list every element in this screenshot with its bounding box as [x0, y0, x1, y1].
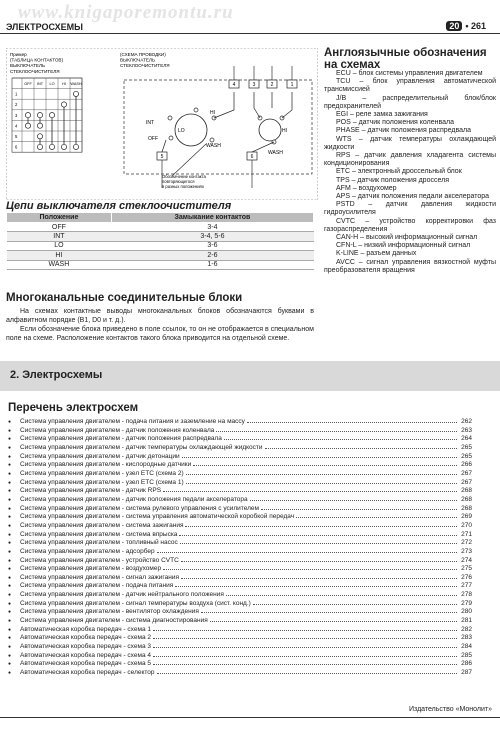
toc-item-title: Система управления двигателем - датчик нейтрального положения	[20, 591, 224, 599]
page-header	[0, 20, 500, 34]
toc-item-title: Система управления двигателем - датчик RPS	[20, 487, 162, 495]
toc-item-page: 279	[461, 599, 472, 607]
toc-item-title: Система управления двигателем - датчик температуры охлаждающей жидкости	[20, 443, 263, 451]
position-label: OFF	[148, 136, 158, 142]
toc-item-title: Система управления двигателем - датчик положения педали акселератора	[20, 495, 248, 503]
contacts-cell: 3-6	[111, 241, 313, 250]
toc-item-title: Система управления двигателем - кислородные датчики	[20, 461, 192, 469]
dot-leader	[153, 664, 457, 665]
switch-table	[6, 212, 314, 270]
abbrev-item: PSTD – датчик давления жидкости гидроусилителя	[324, 201, 496, 217]
terminal-label: 2	[270, 82, 274, 88]
table-row	[7, 251, 314, 260]
dot-leader	[186, 483, 457, 484]
toc-item-page: 283	[461, 634, 472, 642]
toc-item-page: 265	[461, 443, 472, 451]
dot-leader	[253, 604, 457, 605]
toc-item-title: Система управления двигателем - топливный насос	[20, 539, 178, 547]
pin-contact	[73, 144, 78, 149]
dot-leader	[224, 439, 457, 440]
list-item	[8, 669, 472, 678]
table-row	[7, 223, 314, 232]
toc-item-title: Система управления двигателем - система диагностирования	[20, 617, 208, 625]
pin-column-label: WASH	[70, 81, 82, 86]
switch-contact	[194, 108, 198, 112]
pin-column-label: HI	[62, 81, 66, 86]
abbrev-item: CAN-H – высокий информационный сигнал	[336, 234, 478, 242]
bullet-icon: ●	[8, 419, 12, 425]
footer-divider	[0, 717, 500, 718]
list-item	[8, 565, 472, 574]
abbrev-item: PHASE – датчик положения распредвала	[336, 127, 472, 135]
toc-item-title: Система управления двигателем - датчик детонации	[20, 452, 180, 460]
bullet-icon: ●	[8, 462, 12, 469]
contacts-cell: 3-4	[111, 223, 313, 232]
position-cell: INT	[7, 232, 112, 241]
toc-item-page: 272	[461, 539, 472, 547]
pin-contact	[37, 123, 42, 128]
list-item	[8, 427, 472, 436]
abbrev-item: RPS – датчик давления хладагента системы кондиционирования	[324, 152, 496, 168]
toc-item-page: 274	[461, 556, 472, 564]
dot-leader	[261, 509, 457, 510]
dot-leader	[182, 457, 457, 458]
toc-list	[8, 418, 472, 678]
abbrev-item: ETC – электронный дроссельный блок	[336, 168, 462, 176]
dot-leader	[157, 673, 457, 674]
toc-item-title: Система управления двигателем - система управления автоматической коробкой передач	[20, 513, 295, 521]
pin-table-label: Пример (ТАБЛИЦА КОНТАКТОВ) ВЫКЛЮЧАТЕЛЬ СТЕКЛООЧИСТИТЕЛЯ	[10, 52, 63, 74]
list-item	[8, 487, 472, 496]
dot-leader	[153, 647, 457, 648]
toc-item-page: 285	[461, 651, 472, 659]
publisher: Издательство «Монолит»	[408, 706, 492, 713]
dot-leader	[226, 595, 457, 596]
pin-row-label: 2	[15, 102, 18, 108]
toc-item-title: Система управления двигателем - датчик положения распредвала	[20, 435, 222, 443]
bullet-icon: ●	[8, 540, 12, 547]
abbrev-item: CVTC – устройство корректировки фаз газораспределения	[324, 217, 496, 233]
bullet-icon: ●	[8, 635, 12, 642]
section-bar	[0, 361, 500, 391]
toc-item-page: 267	[461, 469, 472, 477]
column-header: Замыкание контактов	[111, 213, 313, 223]
list-item	[8, 617, 472, 626]
abbrev-item: CFN-L – низкий информационный сигнал	[336, 242, 471, 250]
switch-table-heading: Цепи выключателя стеклоочистителя	[6, 200, 232, 212]
dot-leader	[153, 630, 457, 631]
toc-item-title: Система управления двигателем - датчик положения коленвала	[20, 426, 215, 434]
dot-leader	[247, 422, 457, 423]
bullet-icon: ●	[8, 548, 12, 555]
toc-item-page: 281	[461, 617, 472, 625]
toc-item-page: 265	[461, 452, 472, 460]
position-label: HI	[210, 110, 215, 116]
pin-column-label: LO	[49, 81, 55, 86]
toc-item-page: 266	[461, 461, 472, 469]
section-title: 2. Электросхемы	[10, 369, 103, 381]
dot-leader	[153, 638, 457, 639]
pin-table-frame	[12, 78, 82, 152]
list-item	[8, 574, 472, 583]
dot-leader	[181, 561, 457, 562]
wiper-switch-diagram	[6, 48, 318, 200]
list-item	[8, 660, 472, 669]
toc-item-page: 268	[461, 495, 472, 503]
toc-item-page: 282	[461, 625, 472, 633]
position-label: WASH	[268, 150, 283, 156]
multi-block-heading: Многоканальные соединительные блоки	[6, 292, 243, 304]
toc-item-title: Автоматическая коробка передач - схема 5	[20, 660, 151, 668]
bullet-icon: ●	[8, 661, 12, 668]
list-item	[8, 522, 472, 531]
toc-item-title: Система управления двигателем - подача питания и заземление на массу	[20, 418, 245, 425]
abbrev-heading: Англоязычные обозначения на схемах	[324, 47, 487, 71]
list-item	[8, 591, 472, 600]
pin-contact	[49, 144, 54, 149]
toc-item-title: Система управления двигателем - устройство CVTC	[20, 556, 179, 564]
toc-item-title: Система управления двигателем - подача питания	[20, 582, 174, 590]
list-item	[8, 608, 472, 617]
bullet-icon: ●	[8, 531, 12, 538]
bullet-icon: ●	[8, 505, 12, 512]
pin-contact	[25, 123, 30, 128]
bullet-icon: ●	[8, 618, 12, 625]
toc-item-page: 270	[461, 521, 472, 529]
toc-item-page: 284	[461, 643, 472, 651]
toc-item-title: Система управления двигателем - адсорбер	[20, 547, 155, 555]
abbrev-item: EGI – реле замка зажигания	[336, 111, 428, 119]
toc-item-title: Система управления двигателем - сигнал зажигания	[20, 573, 179, 581]
bullet-icon: ●	[8, 496, 12, 503]
watermark: www.knigaporemontu.ru	[18, 2, 234, 23]
toc-item-title: Автоматическая коробка передач - схема 2	[20, 634, 151, 642]
abbrev-item: K-LINE – разъем данных	[336, 250, 417, 258]
toc-item-page: 280	[461, 608, 472, 616]
toc-item-title: Автоматическая коробка передач - схема 4	[20, 651, 151, 659]
dot-leader	[163, 491, 457, 492]
bullet-icon: ●	[8, 644, 12, 651]
pin-contact	[37, 134, 42, 139]
bullet-icon: ●	[8, 566, 12, 573]
wiring-label: (СХЕМА ПРОВОДКИ) ВЫКЛЮЧАТЕЛЬ СТЕКЛООЧИСТИТЕЛЯ	[120, 52, 170, 69]
pin-row-label: 4	[15, 123, 18, 129]
header-page-number	[446, 21, 486, 31]
pin-contact	[37, 113, 42, 118]
list-item	[8, 513, 472, 522]
list-item	[8, 418, 472, 427]
pin-contact	[73, 91, 78, 96]
dot-leader	[179, 535, 457, 536]
pin-row-label: 5	[15, 134, 18, 139]
pin-contact	[37, 144, 42, 149]
abbrev-item: AVCC – сигнал управления вязкостной муфты преобразователя вращения	[324, 258, 496, 274]
dot-leader	[193, 465, 457, 466]
toc-item-title: Система управления двигателем - воздухомер	[20, 565, 162, 573]
list-item	[8, 557, 472, 566]
column-header: Положение	[7, 213, 112, 223]
toc-item-title: Система управления двигателем - узел ETC (схема 2)	[20, 469, 184, 477]
abbrev-item: ECU – блок системы управления двигателем	[336, 70, 483, 77]
switch-contact	[210, 138, 214, 142]
toc-item-title: Система управления двигателем - система рулевого управления с усилителем	[20, 504, 259, 512]
list-item	[8, 496, 472, 505]
bullet-icon: ●	[8, 514, 12, 521]
toc-item-page: 276	[461, 573, 472, 581]
abbrev-item: TPS – датчик положения дросселя	[336, 176, 449, 184]
dot-leader	[210, 621, 457, 622]
contacts-cell: 2-6	[111, 251, 313, 260]
dot-leader	[186, 474, 457, 475]
position-label: WASH	[206, 143, 221, 149]
list-item	[8, 643, 472, 652]
toc-item-title: Система управления двигателем - система впрыска	[20, 530, 178, 538]
list-item	[8, 505, 472, 514]
list-item	[8, 600, 472, 609]
toc-item-title: Автоматическая коробка передач - схема 3	[20, 643, 151, 651]
toc-item-page: 287	[461, 669, 472, 677]
terminal-label: 6	[250, 154, 254, 160]
dot-leader	[216, 431, 457, 432]
dot-leader	[250, 500, 457, 501]
toc-item-title: Система управления двигателем - вентилятор охлаждения	[20, 608, 199, 616]
page-number: • 261	[465, 21, 486, 31]
pin-contact	[61, 144, 66, 149]
pin-contact	[49, 113, 54, 118]
pin-row-label: 6	[15, 144, 18, 150]
dot-leader	[181, 578, 457, 579]
dot-leader	[296, 517, 457, 518]
bullet-icon: ●	[8, 670, 12, 677]
toc-item-page: 273	[461, 547, 472, 555]
list-item	[8, 453, 472, 462]
toc-item-page: 286	[461, 660, 472, 668]
wash-switch	[259, 119, 281, 141]
abbrev-item: WTS – датчик температуры охлаждающей жидкости	[324, 135, 496, 151]
dot-leader	[180, 543, 457, 544]
list-item	[8, 444, 472, 453]
bullet-icon: ●	[8, 626, 12, 633]
position-label: HI	[282, 128, 287, 134]
switch-contact	[169, 136, 173, 140]
wiring-scheme	[124, 66, 312, 188]
chapter-badge: 20	[446, 21, 462, 31]
bullet-icon: ●	[8, 488, 12, 495]
dot-leader	[185, 526, 457, 527]
toc-item-page: 269	[461, 513, 472, 521]
list-item	[8, 582, 472, 591]
toc-item-page: 262	[461, 418, 472, 425]
table-row	[7, 232, 314, 241]
list-item	[8, 470, 472, 479]
toc-item-page: 271	[461, 530, 472, 538]
list-item	[8, 461, 472, 470]
bullet-icon: ●	[8, 652, 12, 659]
list-item	[8, 548, 472, 557]
toc-item-title: Система управления двигателем - узел ETC (схема 1)	[20, 478, 184, 486]
dot-leader	[157, 552, 457, 553]
pin-table	[12, 78, 82, 152]
list-item	[8, 531, 472, 540]
pin-contact	[61, 102, 66, 107]
abbrev-item: APS – датчик положения педали акселератора	[336, 193, 490, 201]
toc-item-page: 268	[461, 487, 472, 495]
dot-leader	[163, 569, 457, 570]
pin-row-label: 3	[15, 112, 18, 118]
bullet-icon: ●	[8, 453, 12, 460]
toc-item-title: Автоматическая коробка передач - селектор	[20, 669, 155, 677]
pin-contact	[25, 113, 30, 118]
position-label: INT	[146, 120, 155, 126]
list-item	[8, 634, 472, 643]
multi-paragraph-1: На схемах контактные выводы многоканальных блоков обозначаются буквами в алфавитном порядке (B1, D0 и т. д.).	[6, 308, 314, 324]
note-arrow	[172, 144, 206, 176]
contacts-cell: 1-6	[111, 260, 313, 269]
toc-item-title: Система управления двигателем - сигнал температуры воздуха (сист. конд.)	[20, 599, 251, 607]
terminal-label: 4	[232, 82, 236, 88]
dot-leader	[175, 586, 457, 587]
bullet-icon: ●	[8, 583, 12, 590]
toc-item-page: 263	[461, 426, 472, 434]
bullet-icon: ●	[8, 427, 12, 434]
switch-contact	[168, 116, 172, 120]
terminal-label: 3	[252, 82, 256, 88]
toc-item-page: 275	[461, 565, 472, 573]
abbrev-item: TCU – блок управления автоматической трансмиссией	[324, 78, 496, 94]
position-cell: LO	[7, 241, 112, 250]
bullet-icon: ●	[8, 592, 12, 599]
list-item	[8, 539, 472, 548]
toc-item-title: Система управления двигателем - система зажигания	[20, 521, 184, 529]
bullet-icon: ●	[8, 522, 12, 529]
abbrev-item: J/B – распределительный блок/блок предохранителей	[324, 94, 496, 110]
bullet-icon: ●	[8, 609, 12, 616]
position-cell: HI	[7, 251, 112, 260]
table-row	[7, 241, 314, 250]
table-row	[7, 260, 314, 269]
contacts-cell: 3-4, 5-6	[111, 232, 313, 241]
switch-outline	[124, 80, 312, 174]
bullet-icon: ●	[8, 600, 12, 607]
bullet-icon: ●	[8, 479, 12, 486]
dot-leader	[201, 612, 457, 613]
multi-paragraph-2: Если обозначение блока приведено в поле ссылок, то он не отображается в специальном поле на схеме. Расположение контактов такого блока приводится на отдельной схеме.	[6, 326, 314, 342]
pin-column-label: OFF	[24, 81, 32, 86]
bullet-icon: ●	[8, 574, 12, 581]
pin-row-label: 1	[15, 91, 18, 97]
toc-item-page: 278	[461, 591, 472, 599]
dot-leader	[265, 448, 457, 449]
note-label: Обозначение контакта повторяющегося в разных положениях	[162, 174, 206, 189]
dot-leader	[153, 656, 457, 657]
toc-item-page: 267	[461, 478, 472, 486]
toc-item-page: 268	[461, 504, 472, 512]
toc-heading: Перечень электросхем	[8, 402, 139, 414]
bullet-icon: ●	[8, 557, 12, 564]
header-title: ЭЛЕКТРОСХЕМЫ	[6, 22, 83, 32]
position-cell: WASH	[7, 260, 112, 269]
terminal-label: 5	[160, 154, 164, 160]
position-label: LO	[178, 128, 185, 134]
bullet-icon: ●	[8, 470, 12, 477]
abbrev-item: POS – датчик положения коленвала	[336, 119, 454, 127]
abbrev-list	[324, 70, 496, 275]
list-item	[8, 435, 472, 444]
list-item	[8, 479, 472, 488]
bullet-icon: ●	[8, 436, 12, 443]
abbrev-item: AFM – воздухомер	[336, 184, 397, 192]
toc-item-page: 264	[461, 435, 472, 443]
pin-column-label: INT	[36, 81, 44, 86]
bullet-icon: ●	[8, 444, 12, 451]
toc-item-page: 277	[461, 582, 472, 590]
toc-item-title: Автоматическая коробка передач - схема 1	[20, 625, 151, 633]
terminal-label: 1	[290, 82, 294, 88]
position-cell: OFF	[7, 223, 112, 232]
